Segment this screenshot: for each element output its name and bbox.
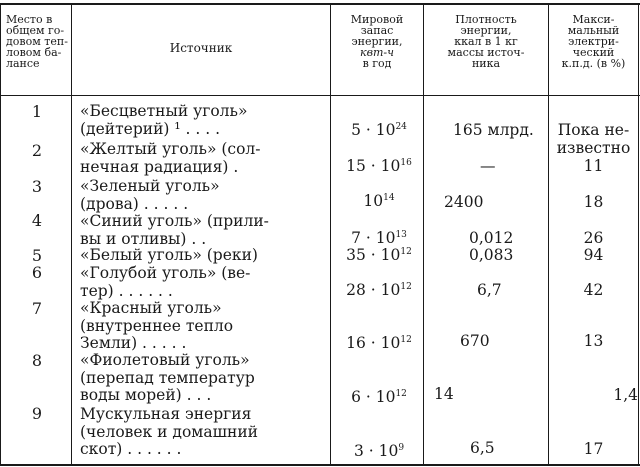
row-place: 2: [31, 141, 43, 160]
column-divider: [330, 3, 331, 466]
header-line: Место в: [6, 13, 53, 26]
header-line: к.п.д. (в %): [561, 57, 626, 70]
row-source: Мускульная энергия (человек и домашний скот) . . . . . .: [80, 405, 258, 458]
row-place: 5: [31, 246, 43, 265]
header-line: мальный: [567, 24, 620, 37]
table-top-border: [0, 3, 640, 5]
row-efficiency: 26: [583, 229, 604, 247]
header-reserve: [331, 14, 423, 69]
row-density: 670: [460, 332, 490, 350]
header-line: в год: [362, 57, 392, 70]
header-line: Плотность: [455, 13, 517, 26]
row-reserve: $7 \cdot 10^{13}$: [351, 229, 407, 247]
row-source: «Белый уголь» (реки): [80, 246, 258, 264]
row-place: 6: [31, 263, 43, 282]
row-source: «Зеленый уголь» (дрова) . . . . .: [80, 177, 220, 213]
header-line: лансе: [6, 57, 40, 70]
row-efficiency: 1,4: [613, 386, 638, 404]
row-reserve: $5 \cdot 10^{24}$: [351, 121, 407, 139]
row-density: 0,012: [469, 229, 514, 247]
column-divider: [0, 3, 1, 466]
header-line: ника: [471, 57, 501, 70]
row-place: 3: [31, 177, 43, 196]
row-efficiency: известно: [556, 139, 631, 157]
row-reserve: $15 \cdot 10^{16}$: [346, 157, 412, 175]
header-place: [2, 14, 74, 69]
row-efficiency: 13: [583, 332, 604, 350]
row-density: 6,7: [477, 281, 502, 299]
row-reserve: $6 \cdot 10^{12}$: [351, 388, 407, 406]
header-line: энергии,: [460, 24, 512, 37]
header-line: ловом ба-: [6, 46, 62, 59]
row-density: 2400: [444, 193, 484, 211]
column-divider: [638, 3, 639, 466]
row-reserve: $16 \cdot 10^{12}$: [346, 334, 412, 352]
row-source: «Красный уголь» (внутреннее тепло Земли) . . . . .: [80, 299, 234, 352]
header-line: электри-: [568, 35, 619, 48]
row-efficiency: Пока не-: [557, 121, 630, 139]
row-place: 9: [31, 404, 43, 423]
row-density: 165 млрд.: [453, 121, 534, 139]
column-divider: [71, 3, 72, 466]
row-efficiency: 18: [583, 193, 604, 211]
row-efficiency: 94: [583, 246, 604, 264]
row-place: 4: [31, 211, 43, 230]
row-density: 6,5: [470, 439, 495, 457]
row-source: «Синий уголь» (прили- вы и отливы) . .: [80, 212, 269, 248]
row-efficiency: 17: [583, 440, 604, 458]
row-reserve: $35 \cdot 10^{12}$: [346, 246, 412, 264]
row-source: «Голубой уголь» (ве- тер) . . . . . .: [80, 264, 251, 300]
row-place: 1: [31, 102, 43, 121]
header-line: ческий: [572, 46, 615, 59]
header-line: ккал в 1 кг: [454, 35, 518, 48]
row-reserve: $28 \cdot 10^{12}$: [346, 281, 412, 299]
row-source: «Желтый уголь» (сол- нечная радиация) .: [80, 140, 261, 176]
header-line: Макси-: [572, 13, 615, 26]
header-density: [424, 14, 548, 69]
header-line: Мировой: [350, 13, 404, 26]
table-bottom-border: [0, 464, 640, 466]
header-bottom-border: [0, 95, 640, 96]
row-source: «Фиолетовый уголь» (перепад температур воды морей) . . .: [80, 351, 255, 404]
row-place: 8: [31, 351, 43, 370]
row-density: 0,083: [469, 246, 514, 264]
row-density: —: [480, 157, 496, 175]
header-line: квт-ч: [360, 46, 394, 59]
header-line: общем го-: [6, 24, 65, 37]
row-efficiency: 11: [583, 157, 604, 175]
row-place: 7: [31, 299, 43, 318]
row-reserve: $3 \cdot 10^9$: [353, 442, 405, 460]
row-source: «Бесцветный уголь» (дейтерий) ¹ . . . .: [80, 102, 248, 138]
row-reserve: $10^{14}$: [363, 192, 395, 210]
header-line: довом теп-: [6, 35, 68, 48]
row-density: 14: [434, 385, 454, 403]
header-line: запас: [360, 24, 394, 37]
header-line: энергии,: [351, 35, 403, 48]
header-efficiency: [549, 14, 638, 69]
header-line: массы источ-: [447, 46, 525, 59]
row-efficiency: 42: [583, 281, 604, 299]
header-source: Источник: [169, 41, 233, 55]
